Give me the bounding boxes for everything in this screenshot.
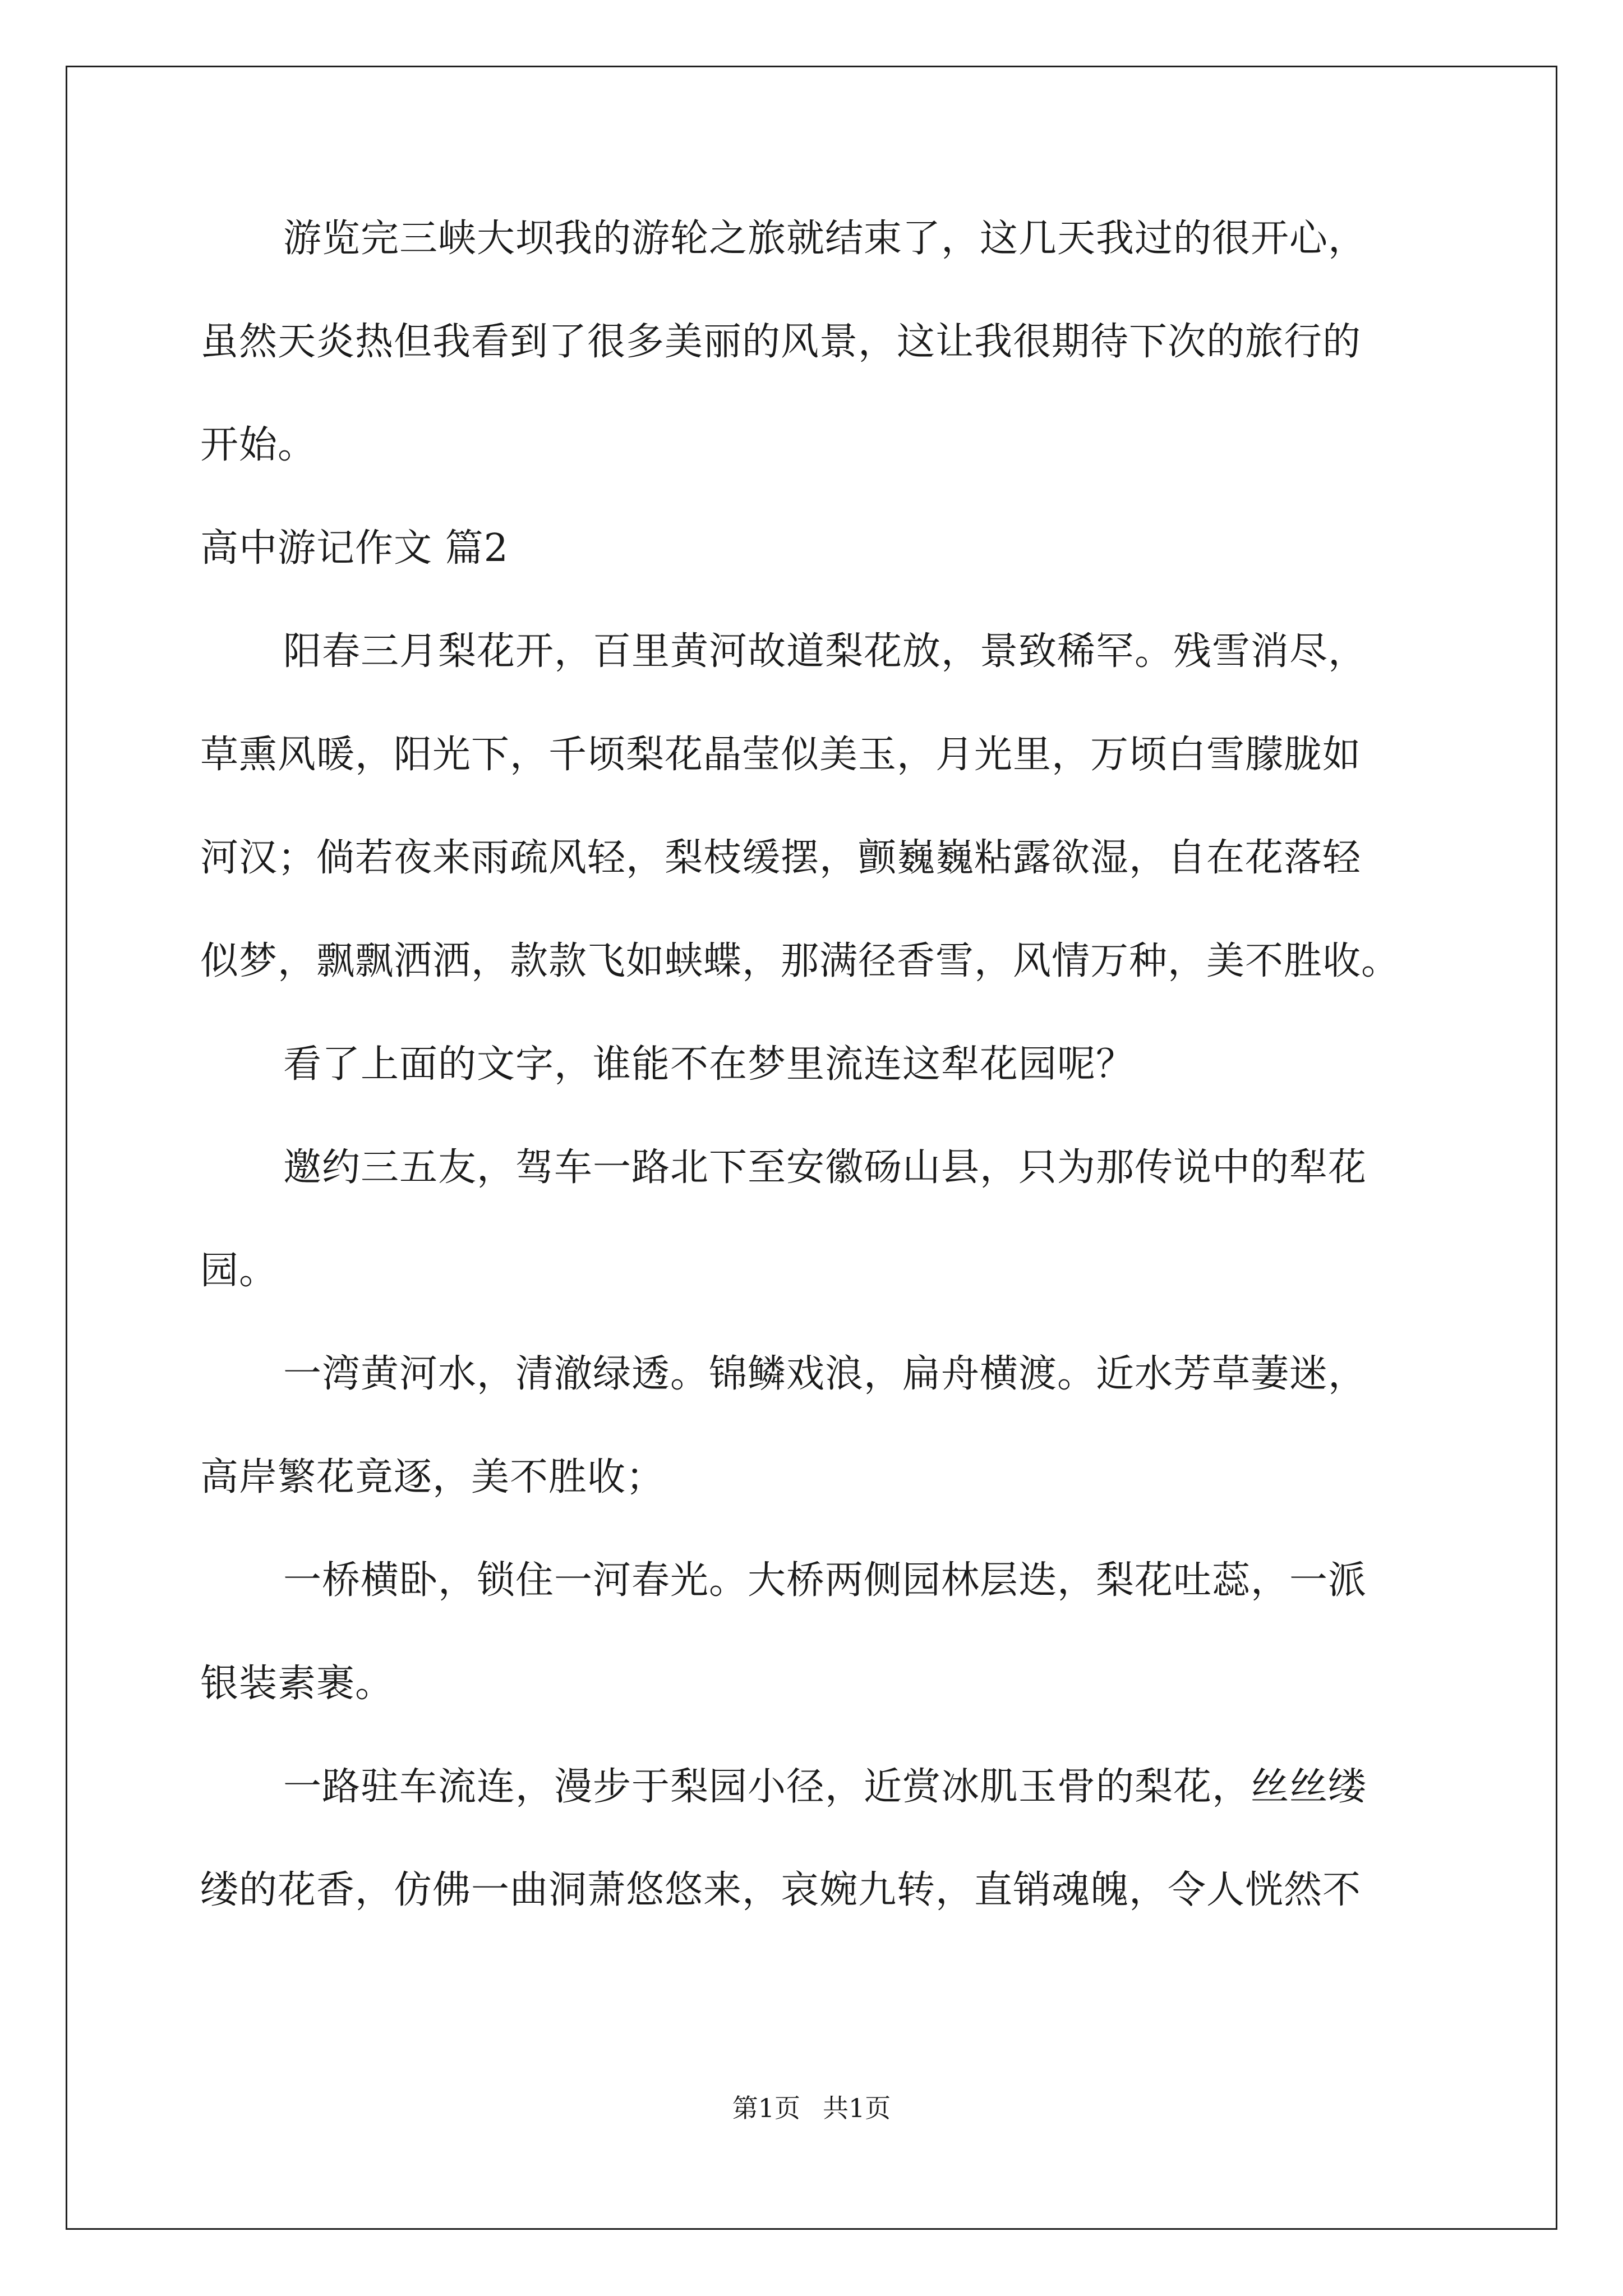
text-line: 游览完三峡大坝我的游轮之旅就结束了，这几天我过的很开心，	[283, 217, 1367, 261]
paragraph	[200, 1142, 1434, 1297]
text-line: 园。	[200, 1249, 278, 1293]
text-line: 草熏风暖，阳光下，千顷梨花晶莹似美玉，月光里，万顷白雪朦胧如	[200, 733, 1362, 777]
text-line: 看了上面的文字，谁能不在梦里流连这犁花园呢？	[283, 1042, 1135, 1087]
text-line: 缕的花香，仿佛一曲洞萧悠悠来，哀婉九转，直销魂魄，令人恍然不	[200, 1868, 1362, 1912]
page-number: 第1页	[732, 2093, 800, 2123]
text-line: 似梦，飘飘洒洒，款款飞如蛱蝶，那满径香雪，风情万种，美不胜收。	[200, 939, 1400, 983]
paragraph	[200, 1555, 1434, 1710]
paragraph	[200, 626, 1434, 987]
text-line: 一路驻车流连，漫步于梨园小径，近赏冰肌玉骨的梨花，丝丝缕	[283, 1765, 1367, 1809]
text-line: 邀约三五友，驾车一路北下至安徽砀山县，只为那传说中的犁花	[283, 1145, 1367, 1190]
page-total: 共1页	[823, 2093, 891, 2123]
text-line: 一桥横卧，锁住一河春光。大桥两侧园林层迭，梨花吐蕊，一派	[283, 1558, 1367, 1603]
paragraph	[200, 1761, 1434, 1916]
text-line: 开始。	[200, 423, 317, 467]
text-line: 河汉；倘若夜来雨疏风轻，梨枝缓摆，颤巍巍粘露欲湿，自在花落轻	[200, 836, 1362, 880]
text-line: 银装素裹。	[200, 1662, 394, 1706]
document-body	[200, 213, 1434, 1916]
text-line: 一湾黄河水，清澈绿透。锦鳞戏浪，扁舟横渡。近水芳草萋迷，	[283, 1352, 1367, 1396]
section-heading: 高中游记作文 篇2	[200, 526, 509, 570]
page-footer	[0, 2091, 1623, 2125]
text-line: 阳春三月梨花开，百里黄河故道梨花放，景致稀罕。残雪消尽，	[283, 629, 1367, 674]
text-line: 高岸繁花竟逐，美不胜收；	[200, 1455, 665, 1499]
paragraph	[200, 1039, 1434, 1091]
text-line: 虽然天炎热但我看到了很多美丽的风景，这让我很期待下次的旅行的	[200, 320, 1362, 364]
paragraph	[200, 1349, 1434, 1503]
paragraph	[200, 213, 1434, 471]
